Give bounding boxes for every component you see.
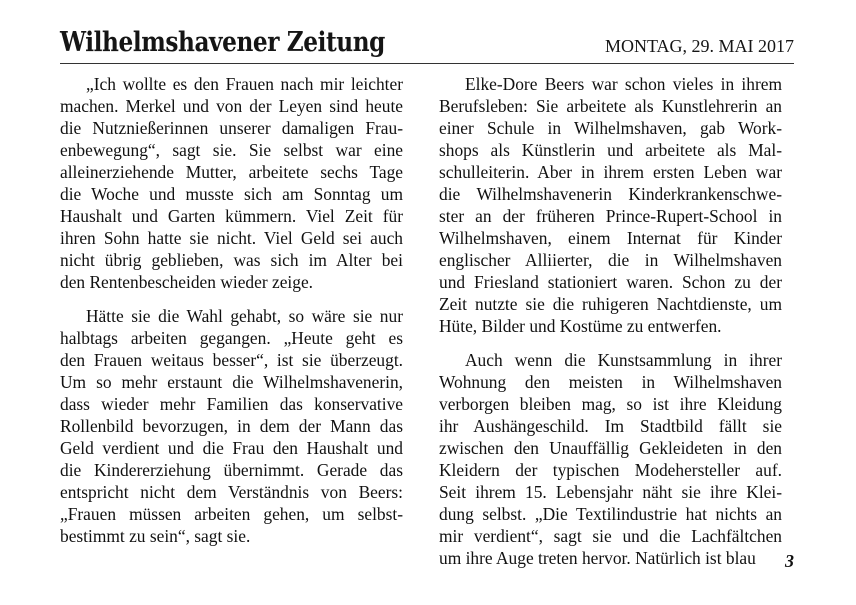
text-line: Geld verdient und die Frau den Haushalt und bbox=[60, 438, 403, 458]
text-line: machen. Merkel und von der Leyen sind heute bbox=[60, 96, 403, 116]
page-number: 3 bbox=[785, 551, 794, 571]
text-line: dass wieder mehr Familien das konservative bbox=[60, 394, 403, 414]
text-line: den Rentenbescheiden wieder zeige. bbox=[60, 272, 314, 292]
text-line: den Frauen weitaus besser“, ist sie überzeugt. bbox=[60, 350, 403, 370]
text-line: Hätte sie die Wahl gehabt, so wäre sie nur bbox=[86, 306, 403, 326]
article-paragraph bbox=[439, 73, 782, 337]
issue-date: MONTAG, 29. MAI 2017 bbox=[604, 36, 794, 56]
text-line: Elke-Dore Beers war schon vieles in ihrem bbox=[465, 74, 782, 94]
text-line: mir verdient“, sagt sie und die Lachfältchen bbox=[439, 526, 782, 546]
article-paragraph bbox=[60, 305, 403, 547]
article-column-right bbox=[439, 73, 782, 569]
text-line: um ihre Auge treten hervor. Natürlich ist blau bbox=[439, 548, 756, 568]
text-line: die Wilhelmshavenerin Kinderkrankenschwe- bbox=[439, 184, 782, 204]
text-line: englischer Alliierter, die in Wilhelmshaven bbox=[439, 250, 782, 270]
text-line: Wohnung den meisten in Wilhelmshaven bbox=[439, 372, 782, 392]
text-line: schulleiterin. Aber in ihrem ersten Leben war bbox=[439, 162, 782, 182]
text-line: Rollenbild bevorzugen, in dem der Mann das bbox=[60, 416, 403, 436]
paragraph-gap bbox=[439, 337, 782, 349]
text-line: Seit ihrem 15. Lebensjahr näht sie ihre Klei- bbox=[439, 482, 782, 502]
header-rule bbox=[60, 63, 794, 64]
text-line: dung selbst. „Die Textilindustrie hat nichts an bbox=[439, 504, 782, 524]
text-line: und Friesland stationiert waren. Schon zu der bbox=[439, 272, 782, 292]
text-line: ihren Sohn hatte sie nicht. Viel Geld sei auch bbox=[60, 228, 403, 248]
text-line: ihr Aushängeschild. Im Stadtbild fällt sie bbox=[439, 416, 782, 436]
text-line: shops als Künstlerin und arbeitete als Mal- bbox=[439, 140, 782, 160]
text-line: die Kindererziehung übernimmt. Gerade das bbox=[60, 460, 403, 480]
article-paragraph bbox=[439, 349, 782, 569]
paragraph-gap bbox=[60, 293, 403, 305]
text-line: Wilhelmshaven, einem Internat für Kinder bbox=[439, 228, 782, 248]
text-line: Haushalt und Garten kümmern. Viel Zeit für bbox=[60, 206, 403, 226]
text-line: „Frauen müssen arbeiten gehen, um selbst- bbox=[60, 504, 403, 524]
text-line: Um so mehr erstaunt die Wilhelmshavenerin, bbox=[60, 372, 403, 392]
text-line: zwischen den Unauffällig Gekleideten in den bbox=[439, 438, 782, 458]
text-line: halbtags arbeiten gegangen. „Heute geht es bbox=[60, 328, 403, 348]
text-line: Kleidern der typischen Modehersteller auf. bbox=[439, 460, 782, 480]
text-line: die Woche und musste sich am Sonntag um bbox=[60, 184, 403, 204]
text-line: „Ich wollte es den Frauen nach mir leichter bbox=[86, 74, 403, 94]
text-line: Zeit nutzte sie die ruhigeren Nachtdienste, um bbox=[439, 294, 782, 314]
text-line: entspricht nicht dem Verständnis von Beers: bbox=[60, 482, 403, 502]
text-line: alleinerziehende Mutter, arbeitete sechs Tage bbox=[60, 162, 403, 182]
text-line: Auch wenn die Kunstsammlung in ihrer bbox=[465, 350, 782, 370]
text-line: bestimmt zu sein“, sagt sie. bbox=[60, 526, 251, 546]
text-line: ster an der früheren Prince-Rupert-School in bbox=[439, 206, 782, 226]
text-line: die Nutznießerinnen unserer damaligen Frau- bbox=[60, 118, 403, 138]
text-line: verborgen bleiben mag, so ist ihre Kleidung bbox=[439, 394, 782, 414]
text-line: Hüte, Bilder und Kostüme zu entwerfen. bbox=[439, 316, 722, 336]
text-line: nicht übrig geblieben, was sich im Alter bei bbox=[60, 250, 403, 270]
text-line: enbewegung“, sagt sie. Sie selbst war eine bbox=[60, 140, 403, 160]
text-line: einer Schule in Wilhelmshaven, gab Work- bbox=[439, 118, 782, 138]
text-line: Berufsleben: Sie arbeitete als Kunstlehrerin an bbox=[439, 96, 782, 116]
article-column-left bbox=[60, 73, 403, 547]
newspaper-masthead: Wilhelmshavener Zeitung bbox=[60, 27, 385, 58]
article-paragraph bbox=[60, 73, 403, 293]
